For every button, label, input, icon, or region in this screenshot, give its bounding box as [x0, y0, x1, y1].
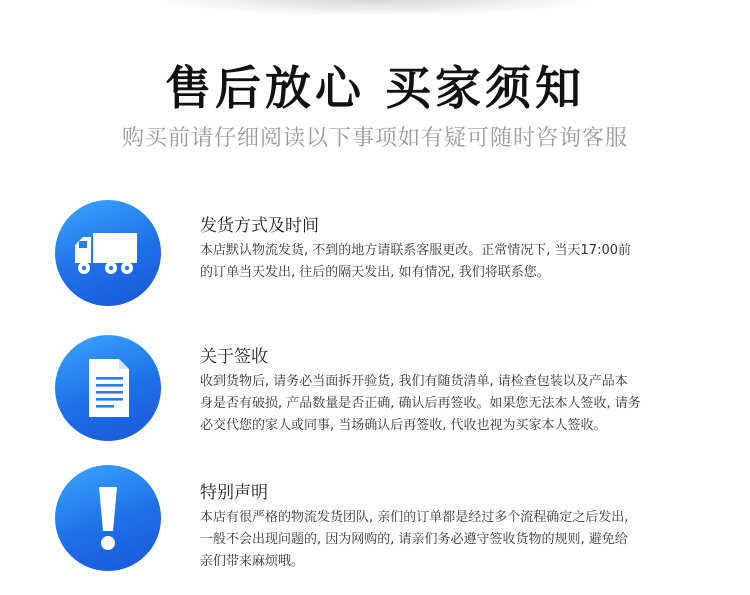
section-body	[200, 371, 710, 437]
shipping-badge	[55, 200, 161, 306]
body-line: 必交代您的家人或同事, 当场确认后再签收, 代收也视为买家本人签收。	[200, 418, 607, 433]
section-shipping	[0, 200, 750, 320]
section-body	[200, 240, 710, 284]
statement-badge	[55, 465, 161, 571]
top-shadow	[150, 0, 600, 16]
exclamation-icon	[55, 465, 161, 571]
section-title: 发货方式及时间	[200, 216, 319, 236]
receiving-text	[200, 345, 710, 437]
body-line: 本店默认物流发货, 不到的地方请联系客服更改。正常情况下, 当天17:00前	[200, 243, 631, 258]
section-title: 关于签收	[200, 347, 268, 367]
body-line: 身是否有破损, 产品数量是否正确, 确认后再签收。如果您无法本人签收, 请务	[200, 396, 641, 411]
body-line: 收到货物后, 请务必当面拆开验货, 我们有随货清单, 请检查包装以及产品本	[200, 374, 628, 389]
body-line: 本店有很严格的物流发货团队, 亲们的订单都是经过多个流程确定之后发出,	[200, 510, 629, 525]
section-statement	[0, 465, 750, 585]
truck-icon	[55, 200, 161, 306]
page-subtitle: 购买前请仔细阅读以下事项如有疑可随时咨询客服	[121, 126, 628, 151]
shipping-text	[200, 214, 710, 284]
section-title: 特别声明	[200, 483, 268, 503]
page-title: 售后放心 买家须知	[164, 61, 585, 115]
body-line: 一般不会出现问题的, 因为网购的, 请亲们务必遵守签收货物的规则, 避免给	[200, 532, 628, 547]
receiving-badge	[55, 335, 161, 441]
section-receiving	[0, 335, 750, 455]
section-body	[200, 507, 710, 573]
body-line: 亲们带来麻烦哦。	[200, 554, 305, 569]
document-icon	[55, 335, 161, 441]
statement-text	[200, 481, 710, 573]
body-line: 的订单当天发出, 往后的隔天发出, 如有情况, 我们将联系您。	[200, 265, 550, 280]
